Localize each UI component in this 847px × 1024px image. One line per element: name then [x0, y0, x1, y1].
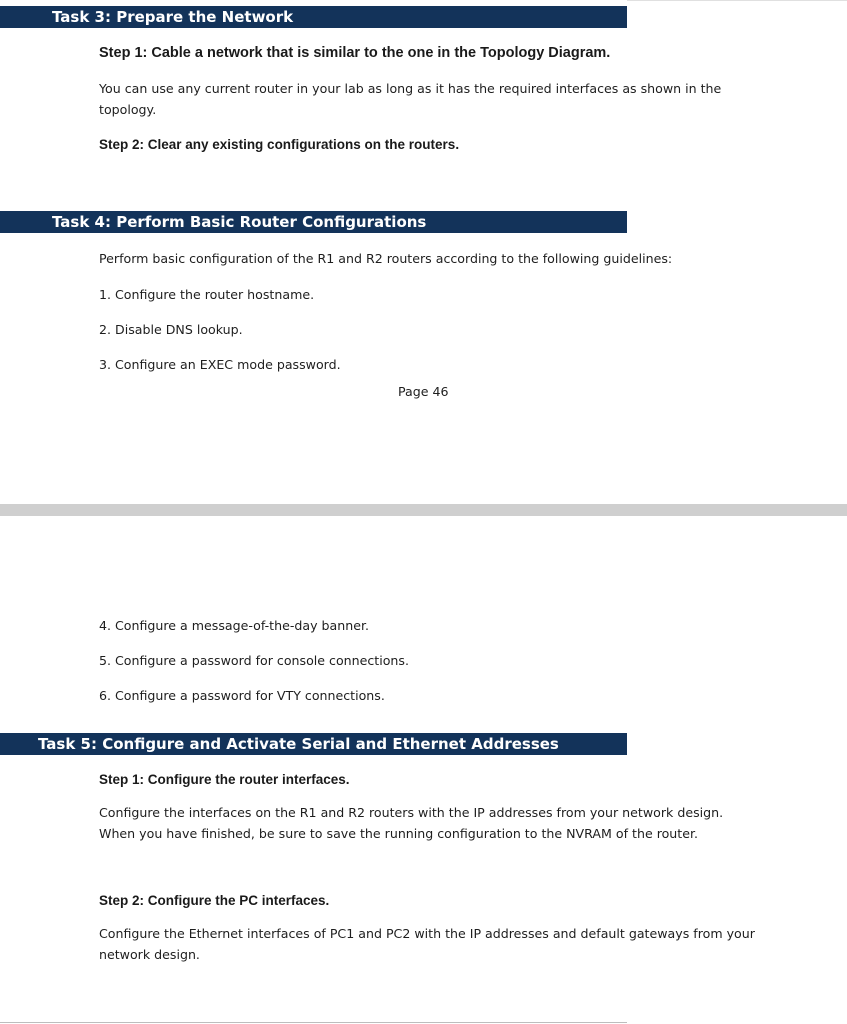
task4-item: 2. Disable DNS lookup. — [99, 322, 243, 337]
task5-step2-title: Step 2: Configure the PC interfaces. — [99, 893, 330, 908]
task3-step1-title: Step 1: Cable a network that is similar to the one in the Topology Diagram. — [99, 45, 611, 61]
task5-title: Task 5: Configure and Activate Serial and Ethernet Addresses — [38, 735, 559, 753]
task3-title: Task 3: Prepare the Network — [52, 8, 294, 26]
top-rule — [627, 0, 847, 1]
task5-step2-text-line1: Configure the Ethernet interfaces of PC1 and PC2 with the IP addresses and default gateways from your — [99, 926, 755, 941]
page-separator — [0, 504, 847, 516]
task4-item: 6. Configure a password for VTY connections. — [99, 688, 385, 703]
task5-step1-title: Step 1: Configure the router interfaces. — [99, 772, 350, 787]
task3-step2-title: Step 2: Clear any existing configurations on the routers. — [99, 137, 460, 152]
task4-title: Task 4: Perform Basic Router Configurations — [52, 213, 427, 231]
task4-header-bar — [0, 211, 627, 233]
task4-item: 1. Configure the router hostname. — [99, 287, 315, 302]
task3-header-bar — [0, 6, 627, 28]
task4-intro: Perform basic configuration of the R1 and R2 routers according to the following guidelines: — [99, 251, 673, 266]
task5-header-bar — [0, 733, 627, 755]
page-number: Page 46 — [398, 384, 449, 399]
task5-step1-text-line2: When you have finished, be sure to save the running configuration to the NVRAM of the router. — [99, 826, 698, 841]
task4-item: 5. Configure a password for console connections. — [99, 653, 409, 668]
task5-step1-text-line1: Configure the interfaces on the R1 and R2 routers with the IP addresses from your network design. — [99, 805, 724, 820]
task5-step2-text-line2: network design. — [99, 947, 200, 962]
bottom-rule — [0, 1022, 627, 1023]
task4-item: 4. Configure a message-of-the-day banner. — [99, 618, 369, 633]
task4-item: 3. Configure an EXEC mode password. — [99, 357, 341, 372]
task3-step1-text-line2: topology. — [99, 102, 157, 117]
task3-step1-text-line1: You can use any current router in your lab as long as it has the required interfaces as shown in the — [99, 81, 722, 96]
